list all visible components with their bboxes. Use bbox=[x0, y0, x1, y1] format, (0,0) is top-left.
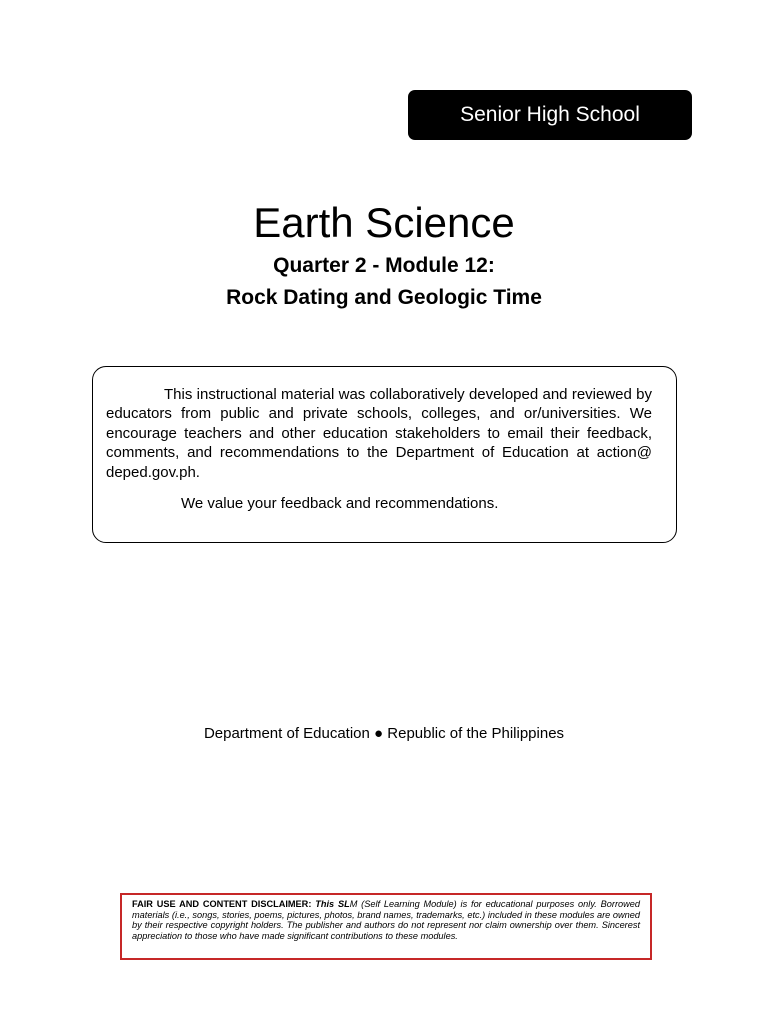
disclaimer-heading: FAIR USE AND CONTENT DISCLAIMER: bbox=[132, 899, 312, 909]
disclaimer-lead: M (Self Learning Module) is for educational purposes only. bbox=[349, 899, 597, 909]
feedback-notice-box bbox=[92, 366, 677, 543]
disclaimer-body: Borrowed materials (i.e., songs, stories, poems, pictures, photos, brand names, trademarks, etc.) included in these modules are owned by their respective copyright holders. The publisher and authors do not represent nor claim ownership over them. Sincerest appreciation to those who have made significant contributions to these modules. bbox=[132, 899, 640, 941]
publisher-line: Department of Education ● Republic of the Philippines bbox=[203, 725, 565, 742]
feedback-closing: We value your feedback and recommendations. bbox=[181, 495, 499, 513]
cover-title: Earth Science bbox=[253, 199, 515, 246]
fair-use-disclaimer bbox=[120, 893, 652, 960]
cover-subtitle-topic: Rock Dating and Geologic Time bbox=[226, 286, 542, 309]
cover-subtitle-module: Quarter 2 - Module 12: bbox=[273, 254, 495, 277]
feedback-paragraph: This instructional material was collaboratively developed and reviewed by educators from public and private schools, colleges, and or/universities. We encourage teachers and other education stakeholders to email their feedback, comments, and recommendations to the Department of Education at action@ deped.gov.ph. bbox=[106, 386, 652, 481]
badge-label: Senior High School bbox=[460, 103, 640, 126]
senior-high-school-badge bbox=[408, 90, 692, 140]
disclaimer-lead-bold: This SL bbox=[315, 899, 350, 909]
